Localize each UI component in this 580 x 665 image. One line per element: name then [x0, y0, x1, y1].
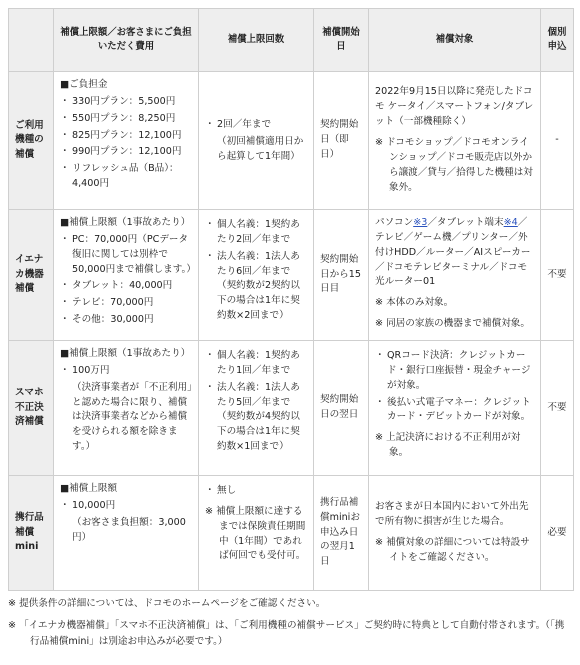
start-cell: 契約開始日から15日目	[314, 210, 369, 341]
target-item: ・ QRコード決済：クレジットカード・銀行口座振替・現金チャージが対象。	[375, 349, 534, 394]
target-note: ※ 本体のみ対象。	[375, 297, 454, 309]
footnote-link-4[interactable]: ※4	[503, 217, 518, 228]
target-text: 2022年9月15日以降に発売したドコモ ケータイ／スマートフォン/タブレット（一部機種除く）	[375, 86, 534, 128]
target-note: ※ 上記決済における不正利用が対象。	[375, 432, 521, 459]
compensation-table-container	[8, 8, 573, 591]
amount-item: ・ 330円プラン：5,500円	[60, 95, 192, 110]
amount-head: ■補償上限額（1事故あたり）	[60, 217, 191, 228]
row-name: スマホ不正決済補償	[9, 341, 54, 476]
target-cell	[369, 476, 541, 591]
count-cell	[199, 72, 314, 210]
footnote: ※ 「イエナカ機器補償」「スマホ不正決済補償」は、「ご利用機種の補償サービス」ご契約時に特典として自動付帯されます。（「携行品補償mini」は別途お申込みが必要です。）	[8, 619, 565, 647]
count-item: ・ 2回／年まで	[205, 118, 307, 133]
amount-item: ・ 550円プラン：8,250円	[60, 112, 192, 127]
amount-item: ・ テレビ：70,000円	[60, 296, 192, 311]
table-row	[9, 476, 574, 591]
count-item: ・ 個人名義：1契約あたり1回／年まで	[205, 349, 307, 379]
count-cell	[199, 341, 314, 476]
count-item: ・ 法人名義：1法人あたり5回／年まで（契約数が4契約以下の場合は1年に契約数×1回まで）	[205, 381, 307, 455]
target-note: ※ 補償対象の詳細については特設サイトをご確認ください。	[375, 537, 530, 563]
target-text	[375, 216, 534, 290]
count-item: ・ 無し	[205, 484, 307, 499]
apply-cell: 不要	[541, 341, 574, 476]
amount-item: ・ 825円プラン：12,100円	[60, 129, 192, 144]
header-count: 補償上限回数	[199, 9, 314, 72]
header-amount: 補償上限額／お客さまにご負担いただく費用	[54, 9, 199, 72]
target-text-part: ／テレビ／ゲーム機／プリンター／外付けHDD／ルーター／AIスピーカー／ドコモテレビターミナル／ドコモ光ルーター01	[375, 217, 531, 288]
count-sub: （初回補償適用日から起算して1年間）	[217, 136, 304, 162]
table-row	[9, 210, 574, 341]
amount-sub: （お客さま負担額：3,000円）	[72, 516, 186, 543]
target-note: ※ 同居の家族の機器まで補償対象。	[375, 318, 530, 330]
amount-cell	[54, 210, 199, 341]
header-target: 補償対象	[369, 9, 541, 72]
amount-cell	[54, 476, 199, 591]
table-row	[9, 341, 574, 476]
start-cell: 契約開始日（即日）	[314, 72, 369, 210]
apply-cell: -	[541, 72, 574, 210]
amount-item: ・ リフレッシュ品（B品）：4,400円	[60, 162, 192, 192]
amount-item: ・ 100万円	[60, 364, 192, 379]
row-name: 携行品補償mini	[9, 476, 54, 591]
target-note: ※ ドコモショップ／ドコモオンラインショップ／ドコモ販売店以外から譲渡／貸与／拾得した機種は対象外。	[375, 137, 533, 193]
amount-sub: （決済事業者が「不正利用」と認めた場合に限り、補償は決済事業者などから補償を受けられる額を除きます。）	[72, 381, 192, 453]
target-cell	[369, 341, 541, 476]
count-cell	[199, 476, 314, 591]
count-cell	[199, 210, 314, 341]
target-item: ・ 後払い式電子マネー：クレジットカード・デビットカードが対象。	[375, 396, 534, 426]
header-blank	[9, 9, 54, 72]
target-text: お客さまが日本国内において外出先で所有物に損害が生じた場合。	[375, 501, 529, 528]
header-start: 補償開始日	[314, 9, 369, 72]
row-name: ご利用機種の補償	[9, 72, 54, 210]
header-apply: 個別申込	[541, 9, 574, 72]
amount-item: ・ 10,000円	[60, 499, 192, 514]
amount-cell	[54, 72, 199, 210]
apply-cell: 必要	[541, 476, 574, 591]
table-row	[9, 72, 574, 210]
count-item: ・ 法人名義：1法人あたり6回／年まで（契約数が2契約以下の場合は1年に契約数×2回まで）	[205, 250, 307, 324]
row-name: イエナカ機器補償	[9, 210, 54, 341]
apply-cell: 不要	[541, 210, 574, 341]
count-item: ・ 個人名義：1契約あたり2回／年まで	[205, 218, 307, 248]
footnotes	[8, 596, 573, 655]
amount-head: ■補償上限額（1事故あたり）	[60, 348, 191, 359]
amount-cell	[54, 341, 199, 476]
compensation-table	[8, 8, 574, 591]
amount-item: ・ タブレット：40,000円	[60, 279, 192, 294]
target-text-part: ／タブレット端末	[427, 217, 504, 228]
footnote: ※ 提供条件の詳細については、ドコモのホームページをご確認ください。	[8, 598, 326, 609]
target-cell	[369, 210, 541, 341]
amount-item: ・ その他：30,000円	[60, 313, 192, 328]
amount-item: ・ PC：70,000円（PCデータ復旧に関しては別枠で50,000円まで補償します。）	[60, 233, 192, 278]
start-cell: 携行品補償miniお申込み日の翌月1日	[314, 476, 369, 591]
start-cell: 契約開始日の翌日	[314, 341, 369, 476]
count-note: ※ 補償上限額に達するまでは保険責任期間中（1年間）であれば何回でも受付可。	[205, 505, 306, 562]
amount-head: ■補償上限額	[60, 483, 118, 494]
footnote-link-3[interactable]: ※3	[413, 217, 428, 228]
target-text-part: パソコン	[375, 217, 414, 228]
amount-item: ・ 990円プラン：12,100円	[60, 145, 192, 160]
amount-head: ■ご負担金	[60, 79, 108, 90]
target-cell	[369, 72, 541, 210]
